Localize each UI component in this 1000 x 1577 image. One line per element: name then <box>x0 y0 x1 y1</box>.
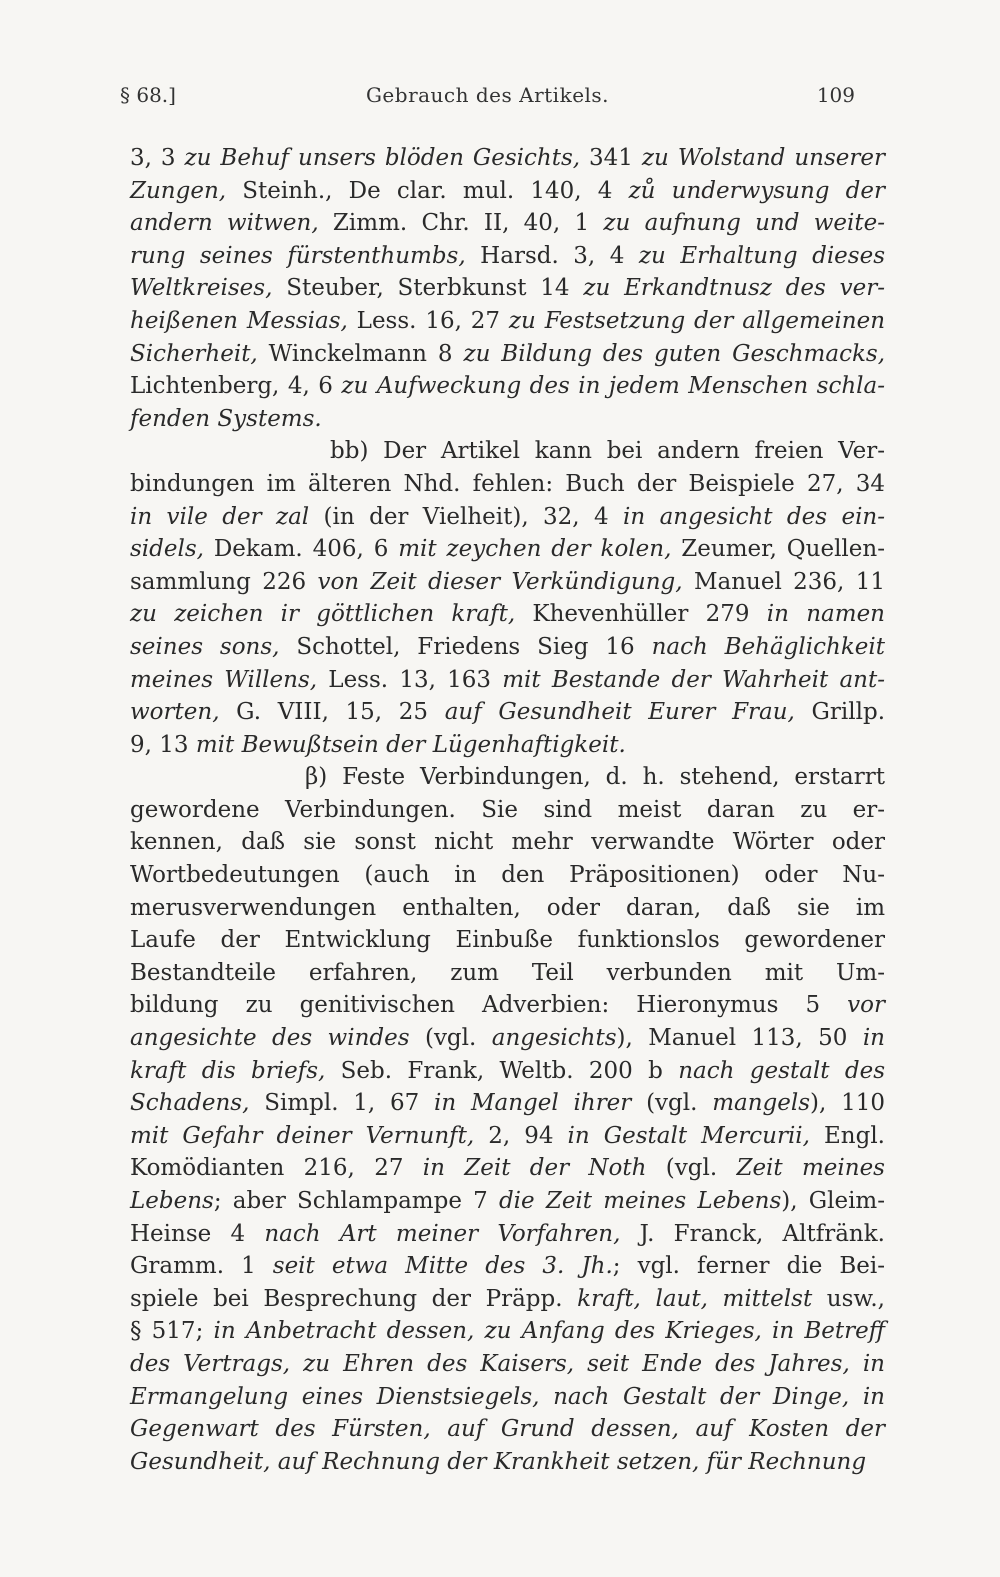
text-run: Laufe der Entwicklung Einbuße funktionslos gewordener <box>130 927 885 954</box>
text-run: J. Franck, Altfränk. <box>620 1220 885 1247</box>
text-line <box>130 1283 885 1316</box>
text-run: β) Feste Verbindungen, d. h. stehend, erstarrt <box>305 764 885 791</box>
section-reference: § 68.] <box>120 83 176 107</box>
italic-citation: angesichte des windes <box>130 1025 410 1052</box>
italic-citation: zu aufnung und weite- <box>603 210 885 237</box>
text-line <box>130 370 885 403</box>
text-run: merusverwendungen enthalten, oder daran, daß sie im <box>130 894 885 921</box>
text-run: Zeumer, Quellen- <box>671 536 885 563</box>
italic-citation: zu Erkandtnusz des ver- <box>583 275 885 302</box>
italic-citation: andern witwen, <box>130 210 319 237</box>
text-line <box>130 859 885 892</box>
paragraph-beta-fixed-compounds <box>130 761 885 1478</box>
text-line <box>130 696 885 729</box>
text-line <box>130 305 885 338</box>
italic-citation: kraft, laut, mittelst <box>577 1285 813 1312</box>
text-line <box>130 631 885 664</box>
text-run: (in der Vielheit), 32, 4 <box>309 503 624 530</box>
italic-citation: zu Bildung des guten Geschmacks, <box>463 340 886 367</box>
italic-citation: mit Gefahr deiner Vernunft, <box>130 1122 475 1149</box>
text-run: Less. 13, 163 <box>317 666 503 693</box>
italic-citation: fenden Systems. <box>130 405 322 432</box>
text-run: Winckelmann 8 <box>257 340 464 367</box>
text-line <box>130 924 885 957</box>
italic-citation: mit Bewußtsein der Lügenhaftigkeit. <box>195 731 626 758</box>
italic-citation: seit etwa Mitte des 3. Jh. <box>272 1253 613 1280</box>
text-run: ), Manuel 113, 50 <box>616 1025 863 1052</box>
text-run: Gramm. 1 <box>130 1253 273 1280</box>
italic-citation: zu Wolstand unserer <box>641 145 886 171</box>
text-run: ; vgl. ferner die Bei- <box>612 1253 885 1280</box>
italic-citation: Gegenwart des Fürsten, auf Grund dessen, auf Kosten der <box>130 1416 885 1443</box>
header-title: Gebrauch des Artikels. <box>365 83 610 107</box>
text-line <box>130 566 885 599</box>
italic-citation: worten, <box>130 699 220 726</box>
italic-citation: in angesicht des ein- <box>623 503 886 530</box>
italic-citation: Ermangelung eines Dienstsiegels, nach Gestalt der Dinge, in <box>130 1383 885 1410</box>
italic-citation: seines sons, <box>130 633 280 660</box>
text-run: 2, 94 <box>474 1122 568 1149</box>
text-run: bindungen im älteren Nhd. fehlen: Buch der Beispiele 27, 34 <box>130 470 885 497</box>
italic-citation: zů underwysung der <box>628 177 885 204</box>
text-line <box>130 1446 885 1479</box>
text-line <box>130 207 885 240</box>
text-line <box>130 1348 885 1381</box>
italic-citation: nach gestalt des <box>678 1057 885 1084</box>
text-run: Komödianten 216, 27 <box>130 1155 423 1182</box>
italic-citation: sidels, <box>130 536 204 563</box>
page-number: 109 <box>816 83 855 107</box>
italic-citation: heißenen Messias, <box>130 307 348 334</box>
text-line <box>130 892 885 925</box>
text-line <box>130 1250 885 1283</box>
text-run: (vgl. <box>646 1155 737 1182</box>
italic-citation: mangels <box>712 1090 811 1117</box>
text-run: ), 110 <box>810 1090 886 1117</box>
text-line <box>130 957 885 990</box>
text-run: kennen, daß sie sonst nicht mehr verwandte Wörter oder <box>130 829 885 856</box>
italic-citation: nach Behäglichkeit <box>651 633 885 660</box>
italic-citation: Sicherheit, <box>130 340 258 367</box>
italic-citation: in <box>862 1025 885 1052</box>
text-run: Zimm. Chr. II, 40, 1 <box>318 210 604 237</box>
text-line <box>130 501 885 534</box>
italic-citation: Zungen, <box>130 177 227 204</box>
text-run: 3, 3 <box>130 145 185 171</box>
text-run: Heinse 4 <box>130 1220 265 1247</box>
text-run: Khevenhüller 279 <box>515 601 767 628</box>
text-line <box>130 598 885 631</box>
italic-citation: zu Behuf unsers blöden Gesichts, <box>184 145 581 171</box>
text-line <box>130 826 885 859</box>
text-run: Dekam. 406, 6 <box>203 536 399 563</box>
text-run: Bestandteile erfahren, zum Teil verbunden mit Um- <box>130 959 885 986</box>
text-line <box>130 533 885 566</box>
text-line <box>130 272 885 305</box>
text-run: ; aber Schlampampe 7 <box>213 1188 499 1214</box>
italic-citation: Weltkreises, <box>130 275 273 302</box>
italic-citation: vor <box>847 992 885 1019</box>
text-run: § 517; <box>130 1318 214 1345</box>
text-run: Engl. <box>809 1122 885 1149</box>
text-run: Wortbedeutungen (auch in den Präpositionen) oder Nu- <box>130 862 885 889</box>
text-run: Grillp. <box>794 699 886 726</box>
text-run: 341 <box>580 145 642 171</box>
paragraph-bb-free-compounds <box>130 435 885 761</box>
paragraph-examples-zu <box>130 142 885 435</box>
text-line <box>130 729 885 762</box>
italic-citation: angesichts <box>491 1025 617 1052</box>
text-line <box>130 1315 885 1348</box>
italic-citation: mit zeychen der kolen, <box>398 536 672 563</box>
text-run: (vgl. <box>409 1025 492 1052</box>
text-line <box>130 403 885 436</box>
text-line <box>130 1022 885 1055</box>
running-header <box>120 83 855 113</box>
text-line <box>130 1413 885 1446</box>
italic-citation: kraft dis briefs, <box>130 1057 326 1084</box>
body-text <box>130 142 885 1478</box>
text-run: Harsd. 3, 4 <box>465 242 639 269</box>
text-run: gewordene Verbindungen. Sie sind meist daran zu er- <box>130 796 885 823</box>
text-run: bildung zu genitivischen Adverbien: Hieronymus 5 <box>130 992 848 1019</box>
text-line <box>130 1218 885 1251</box>
text-run: ), Gleim- <box>781 1188 886 1214</box>
text-line <box>130 761 885 794</box>
italic-citation: Schadens, <box>130 1090 250 1117</box>
text-line <box>130 1152 885 1185</box>
italic-citation: in Mangel ihrer <box>434 1090 632 1117</box>
italic-citation: Gesundheit, auf Rechnung der Krankheit setzen, für Rechnung <box>130 1448 867 1475</box>
text-run: Steuber, Sterbkunst 14 <box>272 275 584 302</box>
italic-citation: in namen <box>766 601 885 628</box>
text-line <box>130 794 885 827</box>
italic-citation: Lebens <box>130 1188 214 1214</box>
italic-citation: zu Erhaltung dieses <box>638 242 885 269</box>
italic-citation: von Zeit dieser Verkündigung, <box>317 568 683 595</box>
text-line <box>130 240 885 273</box>
italic-citation: in Anbetracht dessen, zu Anfang des Krieges, in Betreff <box>213 1318 885 1345</box>
text-line <box>130 142 885 175</box>
text-run: G. VIII, 15, 25 <box>219 699 445 726</box>
text-line <box>130 664 885 697</box>
text-run: usw., <box>812 1285 885 1312</box>
text-run: Simpl. 1, 67 <box>249 1090 435 1117</box>
text-run: sammlung 226 <box>130 568 318 595</box>
text-line <box>130 1185 885 1218</box>
text-run: 9, 13 <box>130 731 196 758</box>
text-run: Manuel 236, 11 <box>682 568 885 595</box>
italic-citation: in Zeit der Noth <box>422 1155 647 1182</box>
italic-citation: zu Festsetzung der allgemeinen <box>508 307 886 334</box>
italic-citation: auf Gesundheit Eurer Frau, <box>444 699 795 726</box>
text-run: Steinh., De clar. mul. 140, 4 <box>226 177 629 204</box>
text-line <box>130 989 885 1022</box>
text-run: spiele bei Besprechung der Präpp. <box>130 1285 578 1312</box>
italic-citation: zu zeichen ir göttlichen kraft, <box>130 601 516 628</box>
italic-citation: in Gestalt Mercurii, <box>567 1122 810 1149</box>
italic-citation: des Vertrags, zu Ehren des Kaisers, seit Ende des Jahres, in <box>130 1350 885 1377</box>
text-line <box>130 468 885 501</box>
text-line <box>130 175 885 208</box>
text-run: Less. 16, 27 <box>347 307 509 334</box>
italic-citation: mit Bestande der Wahrheit ant- <box>502 666 885 693</box>
text-line <box>130 435 885 468</box>
italic-citation: zu Aufweckung des in jedem Menschen schla- <box>341 373 885 400</box>
text-line <box>130 1055 885 1088</box>
text-run: bb) Der Artikel kann bei andern freien Ver- <box>330 438 885 465</box>
text-run: Seb. Frank, Weltb. 200 b <box>325 1057 679 1084</box>
italic-citation: nach Art meiner Vorfahren, <box>264 1220 621 1247</box>
text-line <box>130 338 885 371</box>
italic-citation: in vile der zal <box>130 503 310 530</box>
italic-citation: meines Willens, <box>130 666 318 693</box>
italic-citation: rung seines fürstenthumbs, <box>130 242 466 269</box>
text-line <box>130 1381 885 1414</box>
text-run: Schottel, Friedens Sieg 16 <box>279 633 652 660</box>
text-line <box>130 1087 885 1120</box>
text-line <box>130 1120 885 1153</box>
italic-citation: Zeit meines <box>736 1155 885 1182</box>
text-run: (vgl. <box>631 1090 713 1117</box>
text-run: Lichtenberg, 4, 6 <box>130 373 342 400</box>
italic-citation: die Zeit meines Lebens <box>498 1188 782 1214</box>
